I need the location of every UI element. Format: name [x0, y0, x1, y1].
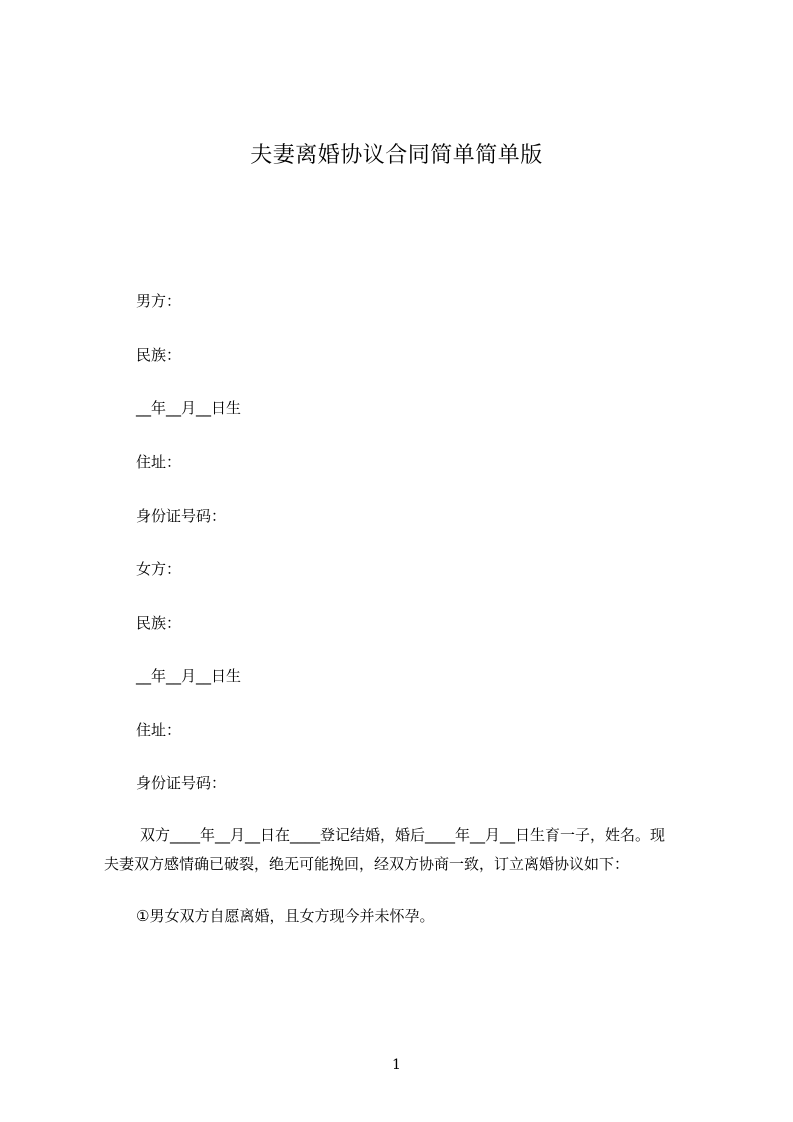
field-female-party: 女方： [136, 560, 182, 578]
field-male-birthdate: __年__月__日生 [136, 399, 242, 417]
agreement-paragraph-line-1: 双方____年__月__日在____登记结婚，婚后____年__月__日生育一子，姓名。现 [140, 826, 666, 844]
field-male-id-number: 身份证号码： [136, 507, 227, 525]
field-male-party: 男方： [136, 292, 182, 310]
page-number: 1 [392, 1057, 401, 1073]
field-male-address: 住址： [136, 453, 182, 471]
field-female-address: 住址： [136, 721, 182, 739]
agreement-paragraph-line-2: 夫妻双方感情确已破裂，绝无可能挽回，经双方协商一致，订立离婚协议如下： [104, 855, 630, 873]
field-female-birthdate: __年__月__日生 [136, 667, 242, 685]
field-female-id-number: 身份证号码： [136, 774, 227, 792]
document-title: 夫妻离婚协议合同简单简单版 [250, 143, 543, 168]
clause-1: ①男女双方自愿离婚，且女方现今并未怀孕。 [136, 907, 435, 925]
field-male-ethnicity: 民族： [136, 346, 182, 364]
field-female-ethnicity: 民族： [136, 614, 182, 632]
